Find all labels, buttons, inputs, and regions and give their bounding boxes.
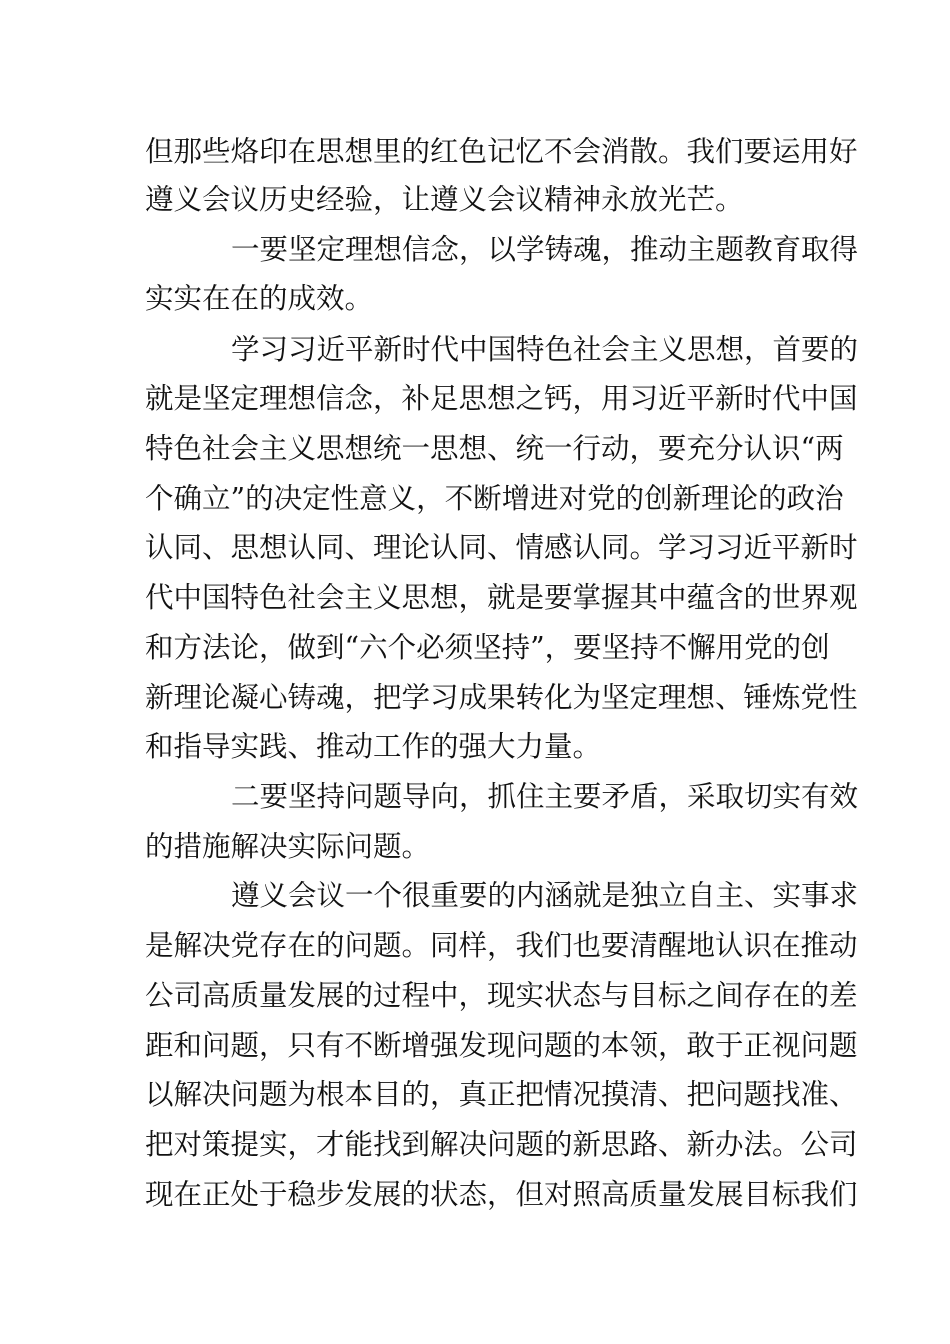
text-line: 个确立”的决定性意义，不断增进对党的创新理论的政治 (145, 482, 844, 515)
paragraph-first-line: 遵义会议一个很重要的内涵就是独立自主、实事求 (231, 879, 859, 912)
text-line: 现在正处于稳步发展的状态，但对照高质量发展目标我们 (145, 1178, 858, 1211)
text-line: 新理论凝心铸魂，把学习成果转化为坚定理想、锤炼党性 (145, 681, 858, 714)
text-line: 和指导实践、推动工作的强大力量。 (145, 730, 602, 763)
paragraph-heading-line: 一要坚定理想信念，以学铸魂，推动主题教育取得 (231, 233, 859, 266)
text-line: 但那些烙印在思想里的红色记忆不会消散。我们要运用好 (145, 135, 858, 168)
text-line: 实实在在的成效。 (145, 282, 374, 315)
text-line: 就是坚定理想信念，补足思想之钙，用习近平新时代中国 (145, 382, 858, 415)
text-line: 把对策提实，才能找到解决问题的新思路、新办法。公司 (145, 1128, 858, 1161)
text-line: 以解决问题为根本目的，真正把情况摸清、把问题找准、 (145, 1078, 858, 1111)
text-line: 特色社会主义思想统一思想、统一行动，要充分认识“两 (145, 432, 844, 465)
text-line: 的措施解决实际问题。 (145, 830, 431, 863)
paragraph-heading-line: 二要坚持问题导向，抓住主要矛盾，采取切实有效 (231, 780, 859, 813)
text-line: 和方法论，做到“六个必须坚持”，要坚持不懈用党的创 (145, 631, 830, 664)
text-line: 认同、思想认同、理论认同、情感认同。学习习近平新时 (145, 531, 858, 564)
text-line: 是解决党存在的问题。同样，我们也要清醒地认识在推动 (145, 929, 858, 962)
text-line: 代中国特色社会主义思想，就是要掌握其中蕴含的世界观 (145, 581, 858, 614)
text-line: 遵义会议历史经验，让遵义会议精神永放光芒。 (145, 183, 744, 216)
text-line: 公司高质量发展的过程中，现实状态与目标之间存在的差 (145, 979, 858, 1012)
paragraph-first-line: 学习习近平新时代中国特色社会主义思想，首要的 (231, 333, 859, 366)
text-line: 距和问题，只有不断增强发现问题的本领，敢于正视问题 (145, 1029, 858, 1062)
